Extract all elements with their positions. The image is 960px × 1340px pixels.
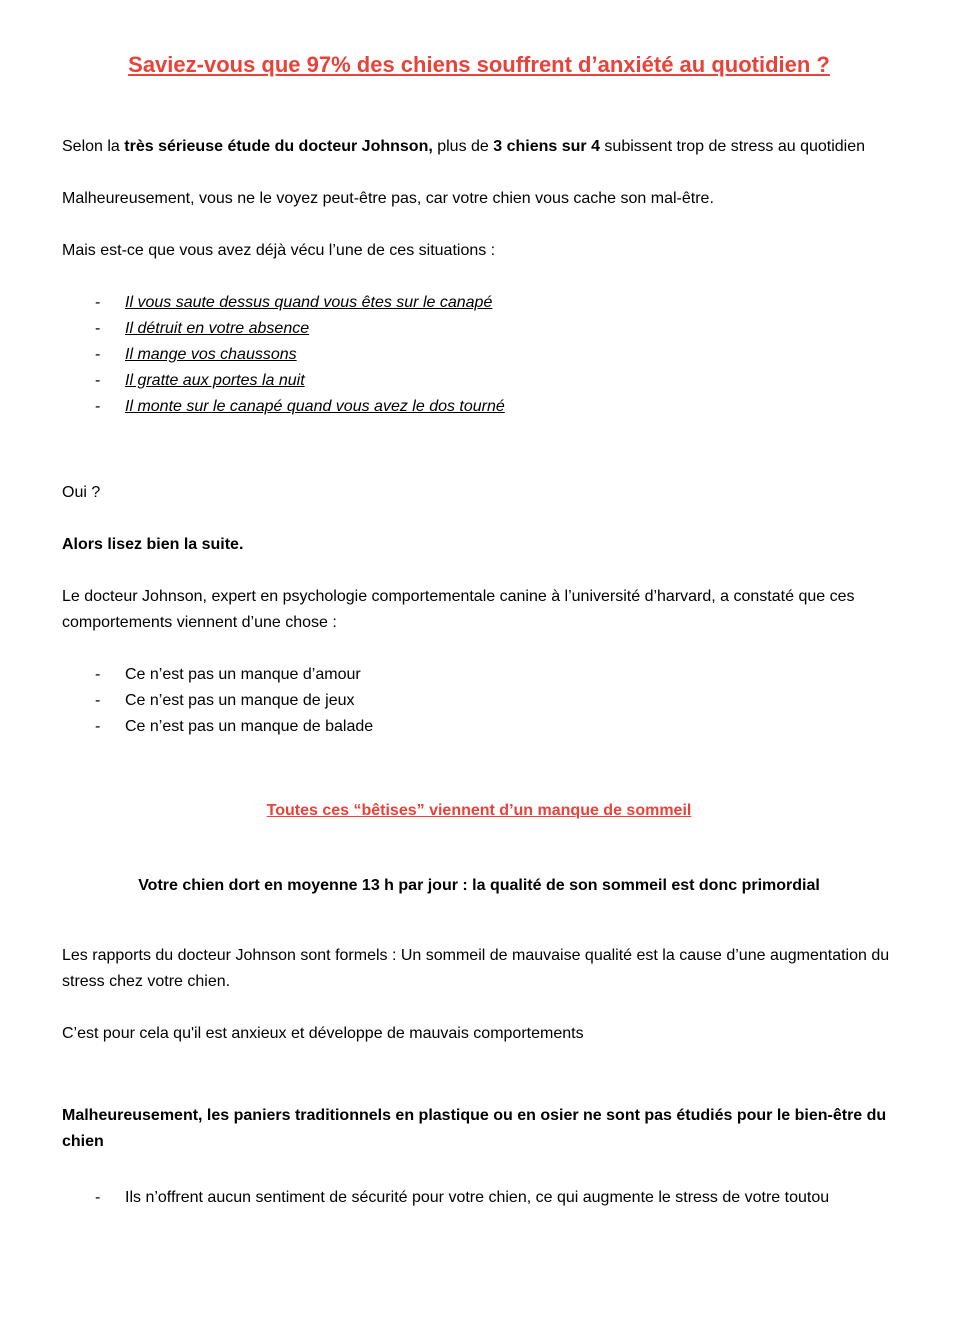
- list-item: [62, 688, 896, 714]
- dash-marker: -: [95, 320, 101, 337]
- paragraph-traditional-baskets: Malheureusement, les paniers traditionnels en plastique ou en osier ne sont pas étudiés pour le bien-être du chien: [62, 1107, 887, 1150]
- list-item: [62, 316, 896, 342]
- security-list: [62, 1185, 896, 1211]
- list-item-text: Il monte sur le canapé quand vous avez le dos tourné: [125, 398, 505, 415]
- dash-marker: -: [95, 1189, 101, 1206]
- list-item-text: Il détruit en votre absence: [125, 320, 310, 337]
- list-item-text: Il mange vos chaussons: [125, 346, 297, 363]
- paragraph-situations-intro: Mais est-ce que vous avez déjà vécu l’une de ces situations :: [62, 242, 496, 259]
- paragraph-anxious: C’est pour cela qu'il est anxieux et développe de mauvais comportements: [62, 1025, 584, 1042]
- list-item-text: Il gratte aux portes la nuit: [125, 372, 305, 389]
- paragraph-study: [62, 134, 896, 160]
- red-subheading: Toutes ces “bêtises” viennent d’un manque de sommeil: [266, 802, 692, 819]
- dash-marker: -: [95, 346, 101, 363]
- paragraph-reports: Les rapports du docteur Johnson sont formels : Un sommeil de mauvaise qualité est la cause d’une augmentation du stress chez votre chien.: [62, 947, 890, 990]
- text-segment-bold: 3 chiens sur 4: [493, 138, 600, 155]
- dash-marker: -: [95, 372, 101, 389]
- paragraph-doctor-finding: Le docteur Johnson, expert en psychologie comportementale canine à l’université d’harvard, a constaté que ces comportements viennent d’une chose :: [62, 588, 855, 631]
- text-segment: plus de: [432, 138, 494, 155]
- list-item: [62, 290, 896, 316]
- list-item: [62, 1185, 896, 1211]
- dash-marker: -: [95, 718, 101, 735]
- page-title: Saviez-vous que 97% des chiens souffrent d’anxiété au quotidien ?: [128, 52, 830, 77]
- list-item-text: Ils n’offrent aucun sentiment de sécurité pour votre chien, ce qui augmente le stress de votre toutou: [125, 1189, 830, 1206]
- list-item-text: Ce n’est pas un manque de balade: [125, 718, 374, 735]
- list-item: [62, 394, 896, 420]
- list-item: [62, 368, 896, 394]
- text-segment-bold: très sérieuse étude du docteur Johnson,: [124, 138, 433, 155]
- oui-question: Oui ?: [62, 484, 101, 501]
- list-item-text: Ce n’est pas un manque d’amour: [125, 666, 361, 683]
- list-item: [62, 714, 896, 740]
- list-item-text: Ce n’est pas un manque de jeux: [125, 692, 355, 709]
- dash-marker: -: [95, 398, 101, 415]
- list-item-text: Il vous saute dessus quand vous êtes sur le canapé: [125, 294, 493, 311]
- list-item: [62, 342, 896, 368]
- dash-marker: -: [95, 666, 101, 683]
- text-segment: Selon la: [62, 138, 125, 155]
- dash-marker: -: [95, 692, 101, 709]
- situations-list: [62, 290, 896, 420]
- text-segment: subissent trop de stress au quotidien: [599, 138, 866, 155]
- dash-marker: -: [95, 294, 101, 311]
- negations-list: [62, 662, 896, 740]
- read-on-statement: Alors lisez bien la suite.: [62, 536, 244, 553]
- sleep-duration-heading: Votre chien dort en moyenne 13 h par jour : la qualité de son sommeil est donc primordial: [138, 877, 820, 894]
- list-item: [62, 662, 896, 688]
- paragraph-hidden-distress: Malheureusement, vous ne le voyez peut-être pas, car votre chien vous cache son mal-être.: [62, 190, 714, 207]
